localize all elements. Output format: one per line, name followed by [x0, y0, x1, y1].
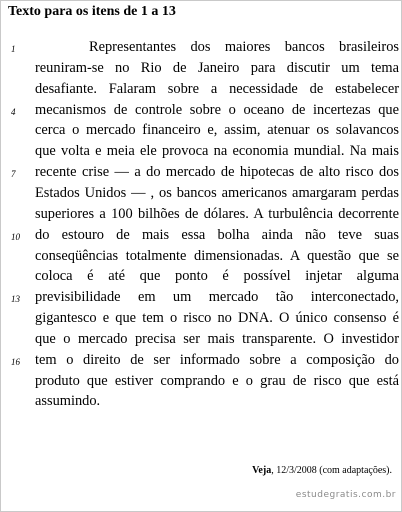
site-watermark: estudegratis.com.br	[295, 490, 396, 500]
passage-line: reuniram-se no Rio de Janeiro para discutir um tema	[35, 59, 399, 76]
passage-line: do estouro de mais essa bolha ainda não teve suas	[35, 226, 399, 243]
passage-line: produto que estiver comprando e o grau de risco que está	[35, 372, 399, 389]
line-number: 13	[11, 294, 20, 305]
line-number: 7	[11, 169, 16, 180]
passage-line: Representantes dos maiores bancos brasileiros	[89, 39, 399, 55]
passage-line: desafiante. Falaram sobre a necessidade de estabelecer	[35, 80, 399, 97]
passage-line: cerca o mercado financeiro e, assim, atenuar os solavancos	[35, 122, 399, 139]
passage-line: previsibilidade em um mercado tão interconectado,	[35, 289, 399, 306]
section-heading: Texto para os itens de 1 a 13	[8, 4, 176, 19]
passage-line: assumindo.	[35, 393, 101, 410]
passage-line: coloca é até que ponto é possível injetar alguma	[35, 268, 399, 285]
passage-line: que o mercado precisa ser mais transparente. O investidor	[35, 330, 399, 347]
passage-line: gigantesco e que tem o risco no DNA. O único consenso é	[35, 310, 399, 327]
line-number: 10	[11, 231, 20, 242]
citation-source: Veja	[252, 465, 272, 476]
passage-line: conseqüências totalmente dimensionadas. A questão que se	[35, 247, 399, 264]
line-number: 4	[11, 106, 16, 117]
line-number: 1	[11, 44, 16, 54]
citation-details: , 12/3/2008 (com adaptações).	[271, 465, 392, 476]
passage-line: Estados Unidos — , os bancos americanos amargaram perdas	[35, 184, 399, 201]
passage-line: mecanismos de controle sobre o oceano de incertezas que	[35, 101, 399, 118]
line-number: 16	[11, 356, 20, 367]
passage-line: tem o direito de ser informado sobre a composição do	[35, 351, 399, 368]
passage-line: que volta e meia ele provoca na economia mundial. Na mais	[35, 143, 399, 160]
citation	[252, 465, 392, 477]
passage-line: superiores a 100 bilhões de dólares. A turbulência decorrente	[35, 205, 399, 222]
passage-line: recente crise — a do mercado de hipotecas de alto risco dos	[35, 164, 399, 181]
